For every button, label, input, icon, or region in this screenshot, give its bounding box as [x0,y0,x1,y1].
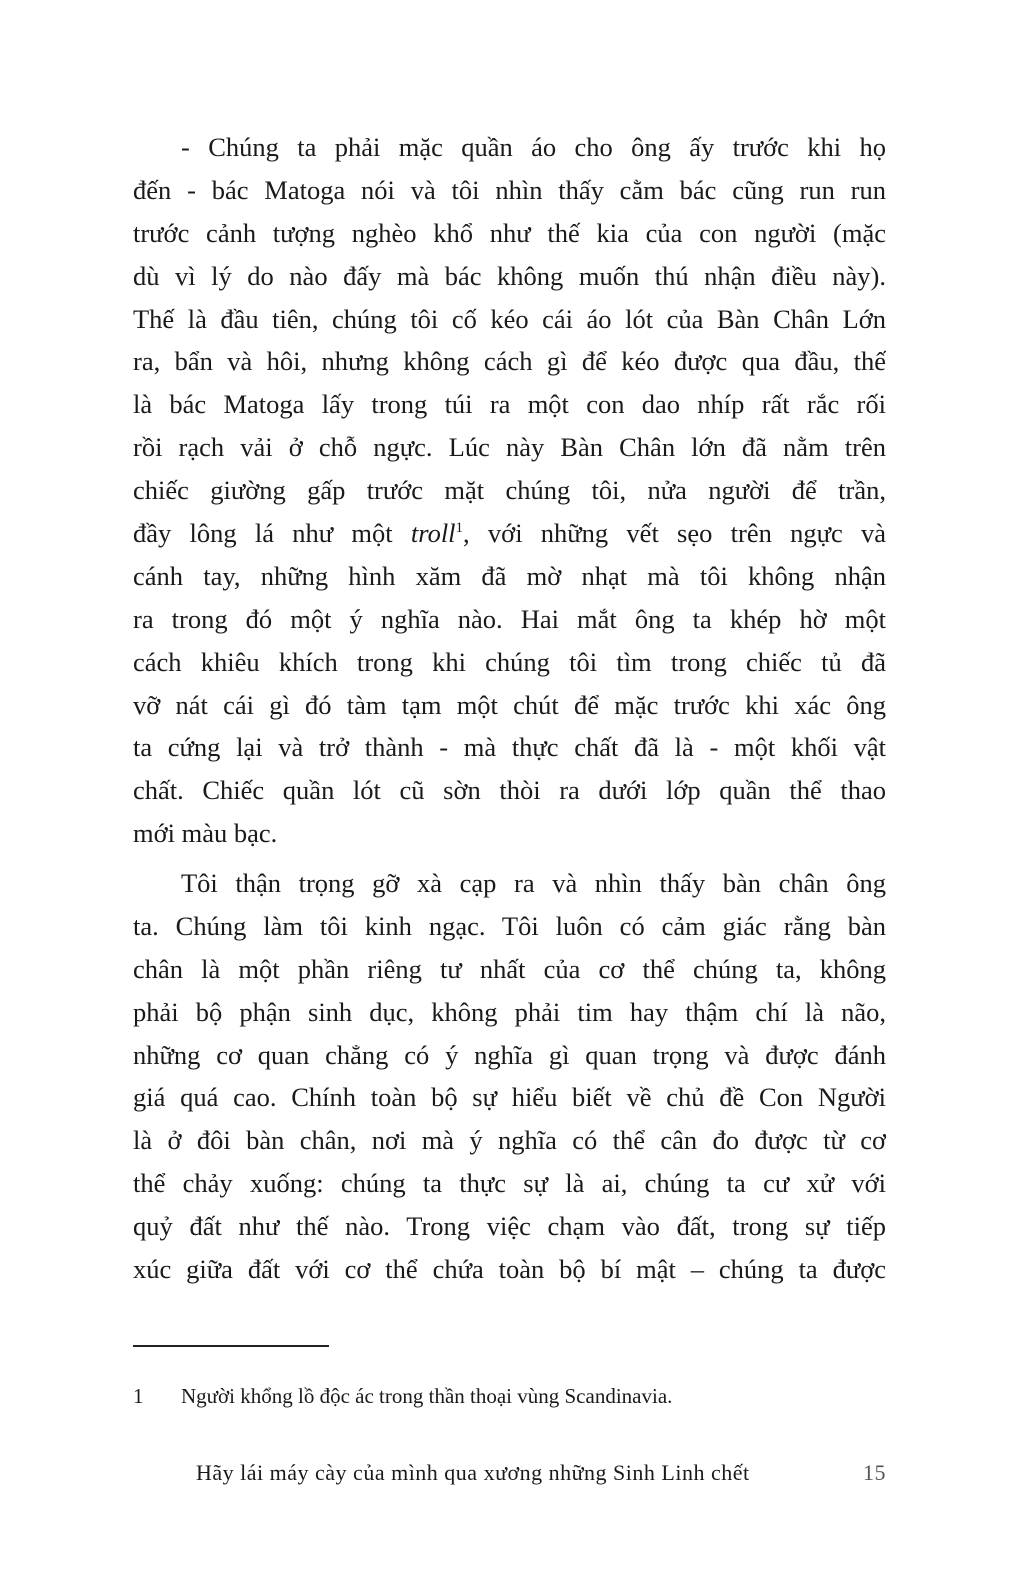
text-line: ta. Chúng làm tôi kinh ngạc. Tôi luôn có cảm giác rằng bàn [133,910,886,941]
text-line: rồi rạch vải ở chỗ ngực. Lúc này Bàn Chân lớn đã nằm trên [133,432,886,463]
text-line: mới màu bạc. [133,818,278,849]
text-line: quỷ đất như thế nào. Trong việc chạm vào đất, trong sự tiếp [133,1211,886,1242]
text-line: là ở đôi bàn chân, nơi mà ý nghĩa có thể cân đo được từ cơ [133,1125,886,1156]
book-title: Hãy lái máy cày của mình qua xương những Sinh Linh chết [196,1460,750,1485]
footnote-divider [133,1345,329,1347]
text-line: - Chúng ta phải mặc quần áo cho ông ấy trước khi họ [181,132,886,162]
text-line: chân là một phần riêng tư nhất của cơ thể chúng ta, không [133,953,886,984]
text-line: Tôi thận trọng gỡ xà cạp ra và nhìn thấy bàn chân ông [181,868,886,898]
footnote-text: Người khổng lồ độc ác trong thần thoại vùng Scandinavia. [181,1384,673,1408]
text-line: chiếc giường gấp trước mặt chúng tôi, nửa người để trần, [133,475,886,506]
text-line: những cơ quan chẳng có ý nghĩa gì quan trọng và được đánh [133,1039,886,1070]
text-line: ra, bẩn và hôi, nhưng không cách gì để kéo được qua đầu, thế [133,346,886,377]
text-line: xúc giữa đất với cơ thể chứa toàn bộ bí mật – chúng ta được [133,1254,886,1285]
text-line: thể chảy xuống: chúng ta thực sự là ai, chúng ta cư xử với [133,1168,886,1199]
text-line: cánh tay, những hình xăm đã mờ nhạt mà tôi không nhận [133,560,886,591]
text-line: cách khiêu khích trong khi chúng tôi tìm trong chiếc tủ đã [133,646,886,677]
text-segment: đầy lông lá như một [133,518,411,549]
text-line: dù vì lý do nào đấy mà bác không muốn thú nhận điều này). [133,260,886,291]
text-line: Thế là đầu tiên, chúng tôi cố kéo cái áo lót của Bàn Chân Lớn [133,303,886,334]
footnote [133,1384,672,1409]
text-line: giá quá cao. Chính toàn bộ sự hiểu biết về chủ đề Con Người [133,1082,886,1113]
text-line: đến - bác Matoga nói và tôi nhìn thấy cằm bác cũng run run [133,174,886,205]
footnote-number: 1 [133,1384,144,1408]
page-number: 15 [863,1460,886,1485]
text-line: chất. Chiếc quần lót cũ sờn thòi ra dưới lớp quần thể thao [133,775,886,806]
text-line: phải bộ phận sinh dục, không phải tim hay thậm chí là não, [133,996,886,1027]
paragraph-1 [133,126,886,855]
text-line: vỡ nát cái gì đó tàm tạm một chút để mặc trước khi xác ông [133,689,886,720]
text-line: ra trong đó một ý nghĩa nào. Hai mắt ông ta khép hờ một [133,603,886,634]
italic-term: troll [410,518,456,549]
text-line: là bác Matoga lấy trong túi ra một con dao nhíp rất rắc rối [133,389,886,420]
paragraph-2 [133,862,886,1291]
footnote-reference[interactable]: 1 [455,520,464,537]
running-footer [196,1460,886,1486]
text-line: ta cứng lại và trở thành - mà thực chất đã là - một khối vật [133,732,886,763]
text-line-footnote-ref [133,512,886,555]
text-line: trước cảnh tượng nghèo khổ như thế kia của con người (mặc [133,217,886,248]
text-segment: , với những vết sẹo trên ngực và [463,518,886,549]
